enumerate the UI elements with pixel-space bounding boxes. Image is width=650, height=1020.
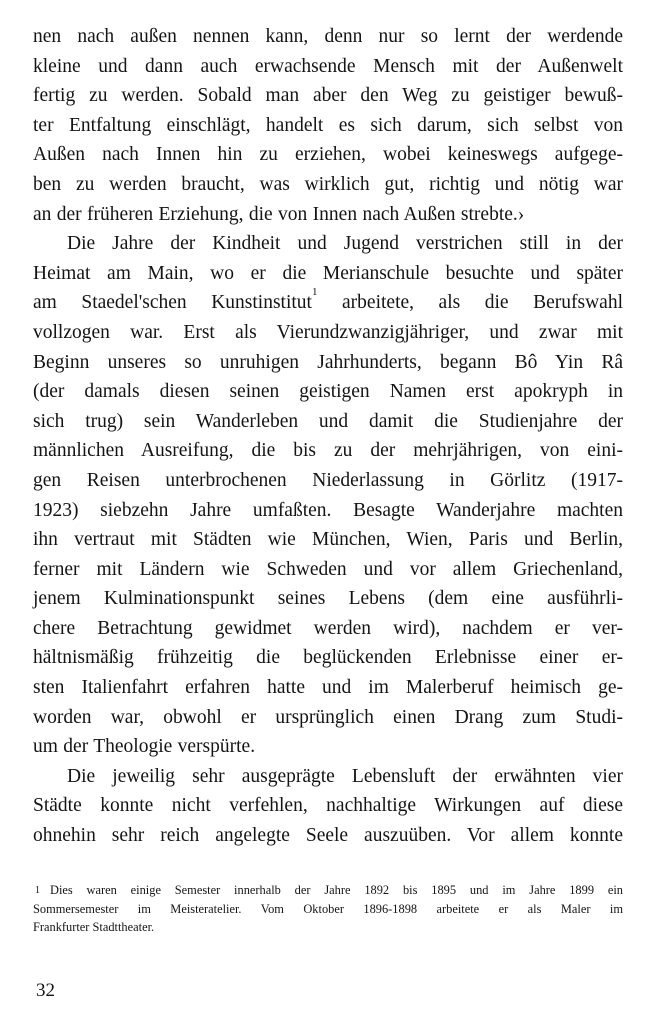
- text-line: jenem Kulminationspunkt seines Lebens (dem eine ausführli-: [33, 588, 623, 610]
- text-line: Städte konnte nicht verfehlen, nachhaltige Wirkungen auf diese: [33, 795, 623, 817]
- text-line: ferner mit Ländern wie Schweden und vor allem Griechenland,: [33, 558, 623, 580]
- text-line: (der damals diesen seinen geistigen Namen erst apokryph in: [33, 381, 623, 403]
- text-line: gen Reisen unterbrochenen Niederlassung in Görlitz (1917-: [33, 469, 623, 491]
- text-segment: arbeitete, als die Berufswahl: [342, 292, 624, 314]
- text-line-with-footnote: [33, 288, 623, 318]
- text-line: männlichen Ausreifung, die bis zu der mehrjährigen, von eini-: [33, 440, 623, 462]
- footnote: [33, 881, 623, 937]
- text-line: Heimat am Main, wo er die Merianschule besuchte und später: [33, 262, 623, 284]
- text-line: chere Betrachtung gewidmet werden wird), nachdem er ver-: [33, 617, 623, 639]
- footnote-line: Frankfurter Stadttheater.: [33, 920, 155, 935]
- text-line: nen nach außen nennen kann, denn nur so lernt der werdende: [33, 26, 623, 47]
- text-line: sich trug) sein Wanderleben und damit die Studienjahre der: [33, 410, 623, 432]
- text-line: kleine und dann auch erwachsende Mensch mit der Außenwelt: [33, 55, 623, 77]
- footnote-line: [33, 881, 623, 900]
- text-line: ihn vertraut mit Städten wie München, Wien, Paris und Berlin,: [33, 529, 623, 551]
- footnote-text: Dies waren einige Semester innerhalb der Jahre 1892 bis 1895 und im Jahre 1899 ein: [50, 883, 623, 897]
- text-segment: am Staedel'schen Kunstinstitut: [33, 292, 312, 314]
- page-number: 32: [36, 980, 55, 1001]
- footnote-reference[interactable]: 1: [311, 286, 318, 299]
- text-line: worden war, obwohl er ursprünglich einen Drang zum Studi-: [33, 706, 623, 728]
- text-line: Die jeweilig sehr ausgeprägte Lebensluft der erwähnten vier: [67, 765, 623, 787]
- text-line: 1923) siebzehn Jahre umfaßten. Besagte Wanderjahre machten: [33, 499, 623, 521]
- text-line: ben zu werden braucht, was wirklich gut, richtig und nötig war: [33, 173, 623, 195]
- text-line: ter Entfaltung einschlägt, handelt es sich darum, sich selbst von: [33, 114, 623, 136]
- text-line: Außen nach Innen hin zu erziehen, wobei keineswegs aufgege-: [33, 144, 623, 166]
- text-line: an der früheren Erziehung, die von Innen nach Außen strebte.›: [33, 203, 525, 225]
- body-text: [33, 22, 623, 851]
- footnote-mark: 1: [35, 885, 40, 896]
- text-line: sten Italienfahrt erfahren hatte und im Malerberuf heimisch ge-: [33, 677, 623, 699]
- text-line: Beginn unseres so unruhigen Jahrhunderts, begann Bô Yin Râ: [33, 351, 623, 373]
- text-line: vollzogen war. Erst als Vierundzwanzigjähriger, und zwar mit: [33, 321, 623, 343]
- text-line: Die Jahre der Kindheit und Jugend verstrichen still in der: [67, 233, 623, 255]
- footnote-line: Sommersemester im Meisteratelier. Vom Oktober 1896-1898 arbeitete er als Maler im: [33, 901, 623, 916]
- text-line: fertig zu werden. Sobald man aber den Weg zu geistiger bewuß-: [33, 85, 623, 107]
- text-line: hältnismäßig frühzeitig die beglückenden Erlebnisse einer er-: [33, 647, 623, 669]
- text-line: um der Theologie verspürte.: [33, 736, 256, 758]
- text-line: ohnehin sehr reich angelegte Seele auszuüben. Vor allem konnte: [33, 825, 623, 847]
